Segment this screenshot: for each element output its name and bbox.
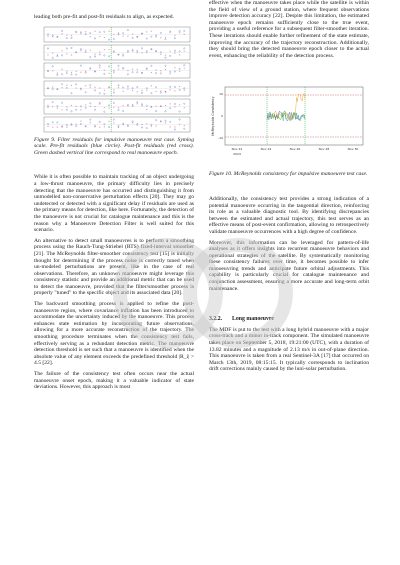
section-number: 3.2.2. — [209, 316, 223, 323]
figure-10-ytick-2: 0 — [221, 114, 223, 119]
left-paragraph-2: An alternative to detect small manoeuvres is to perform a smoothing process using the Rauch-Tung-Striebel (RTS) fixed-interval smoother [21]. The McReynolds filter-smoother consistency test [15] is initially thought for determining if the process noise is correctly tuned when un-modeled perturbations are present, like in the case of real observations. Therefore, an unknown manoeuvre might leverage this consistency statistic and provide an additional metric that can be used to detect the manoeuvre, provided that the filter/smoother process is properly "tuned" to the specific object and its associated data [20]. — [34, 237, 194, 297]
figure-10 — [209, 81, 369, 171]
figure-9 — [34, 25, 194, 137]
left-paragraph-3: The backward smoothing process is applied to refine the post-manoeuvre region, where covariance inflation has been introduced to accommodate the uncertainty induced by the manoeuvre. This process enhances state estimation by incorporating future observations, allowing for a more accurate reconstruction of the trajectory. The smoothing procedure terminates when the consistency test fails, effectively serving as a redundant detection metric. The manoeuvre detection threshold is set such that a manoeuvre is identified when the absolute value of any element exceeds the predefined threshold |R_i| > 4.5 [22]. — [34, 301, 194, 367]
figure-9-caption: Figure 9. Filter residuals for impulsive manoeuvre test case. Symlog scale. Pre-fit residuals (blue circle). Post-fit residuals (red cross). Green dashed vertical line correspond to real manoeuvre epoch. — [34, 136, 194, 156]
section-heading — [209, 316, 369, 323]
figure-10-xtick-4: Nov 28 — [318, 147, 330, 152]
figure-9-residual-plot — [34, 25, 194, 135]
figure-10-ylabel: McReynolds Consistency — [211, 96, 215, 136]
left-paragraph-4: The failure of the consistency test often occurs near the actual manoeuvre onset epoch, making it a valuable indicator of state deviations. However, this approach is most — [34, 371, 194, 391]
figure-10-caption: Figure 10. McReynolds consistency for impulsive manoeuvre test case. — [209, 171, 368, 178]
figure-10-ytick-1: 10 — [219, 92, 223, 97]
figure-10-year-label: 2024 — [233, 152, 241, 157]
right-column — [209, 0, 369, 377]
right-paragraph-3: The MDF is put to the test with a long hybrid manoeuvre with a major cross-track and a minor in-track component. The simulated manoeuvre takes place on September 5, 2018, 19:21:00 (UTC), with a duration of 13.82 minutes and a magnitude of 2.13 m/s in out-of-plane direction. This manoeuvre is taken from a real Sentinel-3A [17] that occurred on March 13th, 2019, 08:15:15. It typically corresponds to inclination drift corrections mainly caused by the luni-solar perturbation. — [209, 326, 369, 373]
right-paragraph-1: Additionally, the consistency test provides a strong indication of a potential manoeuvre occurring in the tangential direction, reinforcing its role as a valuable diagnostic tool. By identifying discrepancies between the estimated and actual trajectory, this test serves as an effective means of post-event confirmation, allowing to retrospectively validate manoeuvre occurrences with a high degree of confidence. — [209, 195, 369, 235]
figure-10-ytick-3: -10 — [218, 136, 223, 141]
figure-10-xtick-1: Nov 22 — [231, 147, 243, 152]
figure-10-xtick-5: Nov 30 — [347, 147, 359, 152]
figure-10-xtick-3: Nov 26 — [289, 147, 301, 152]
left-column — [34, 0, 194, 395]
right-intro-paragraph: effective when the manoeuvre takes place while the satellite is within the field of view of a ground station, where frequent observations improve detection accuracy [22]. Despite this limitation, the estimated manoeuvre epoch remains sufficiently close to the true event, providing a useful reference for a subsequent filter-smoother iteration. These iterations should enable further refinement of the state estimate, improving the accuracy of the trajectory reconstruction. Additionally, they should bring the detected manoeuvre epoch closer to the actual event, enhancing the reliability of the detection process. — [209, 0, 369, 59]
figure-10-xtick-2: Nov 24 — [260, 147, 272, 152]
section-title: Long manoeuvre — [232, 316, 274, 323]
right-paragraph-2: Moreover, this information can be leveraged for pattern-of-life analyses as it offers insights into recurrent manoeuvre behaviors and operational strategies of the satellite. By systematically monitoring these consistency failures over time, it becomes possible to infer manoeuvring trends and anticipate future orbital adjustments. This capability is particularly crucial for catalogue maintenance and conjunction assessment, ensuring a more accurate and long-term orbit maintenance. — [209, 239, 369, 292]
left-intro-paragraph: leading both pre-fit and post-fit residuals to align, as expected. — [34, 14, 174, 20]
left-paragraph-1: While it is often possible to maintain tracking of an object undergoing a low-thrust manoeuvre, the primary difficulty lies in precisely detecting that the manoeuvre has occurred and distinguishing it from unmodelled non-conservative perturbation effects [20]. They may go undetected or detected with a significant delay if residuals are used as the primary means for detection, like here. Fortunately, the detection of the manoeuvre is not crucial for catalogue maintenance and this is the reason why a Manoeuvre Detection Filter is well suited for this scenario. — [34, 174, 194, 234]
figure-10-consistency-plot — [209, 81, 369, 169]
